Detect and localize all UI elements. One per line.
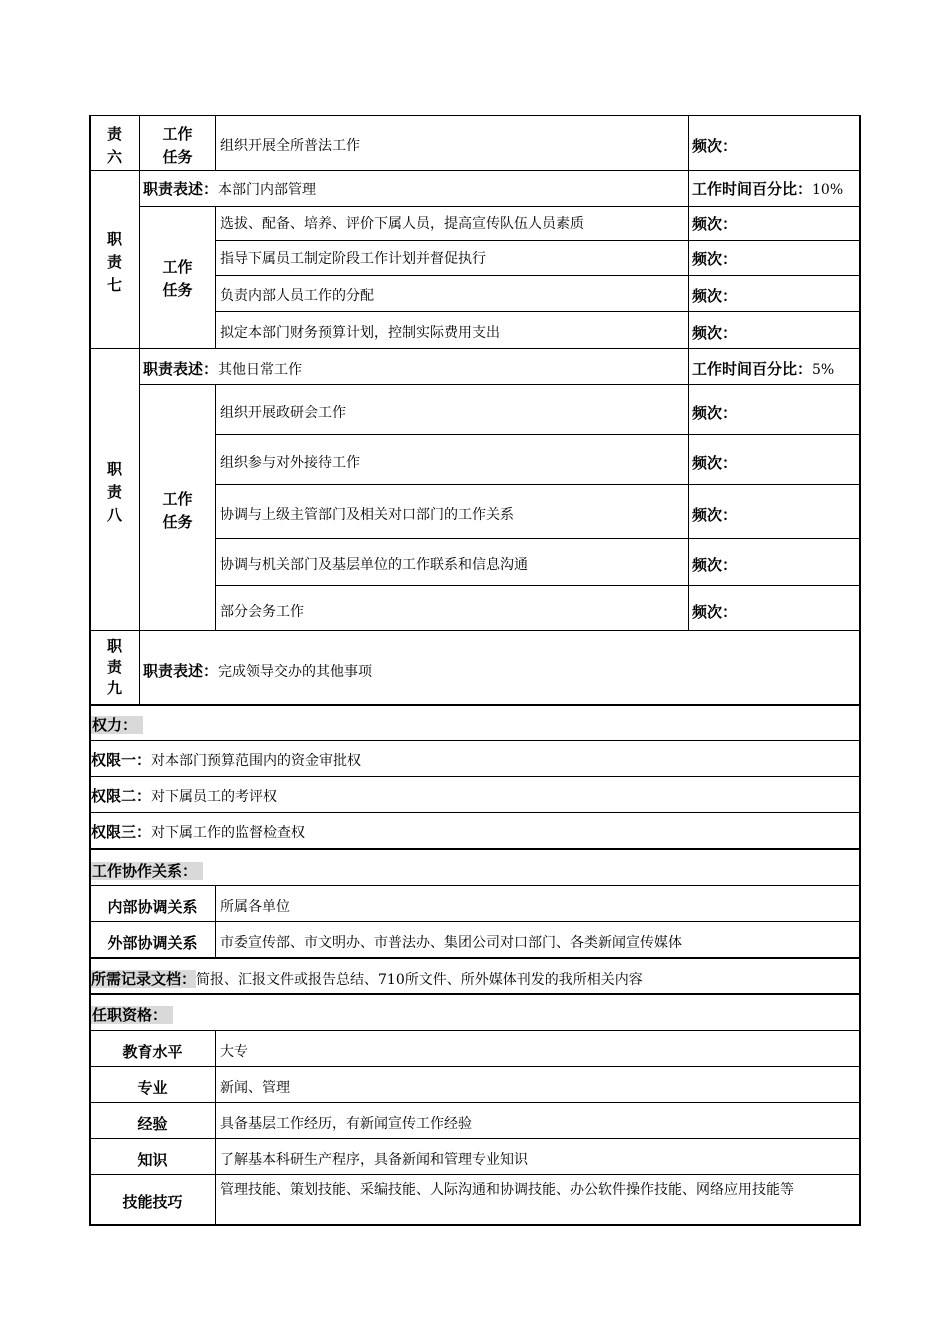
duty7-freq-0: 频次：: [692, 215, 738, 233]
duty9-desc-text: 完成领导交办的其他事项: [218, 664, 373, 680]
cooperation-internal-text: 所属各单位: [220, 899, 290, 915]
table-top-border: [89, 115, 861, 116]
authority-title: 权力：: [91, 716, 143, 734]
duty8-freq-2: 频次：: [692, 506, 738, 524]
duty8-percentage: [692, 360, 834, 379]
duty6-task-0: 组织开展全所普法工作: [220, 138, 360, 154]
duty8-task-1: 组织参与对外接待工作: [220, 455, 360, 471]
cooperation-external-text: 市委宣传部、市文明办、市普法办、集团公司对口部门、各类新闻宣传媒体: [220, 935, 682, 951]
duty6-freq-0: 频次：: [692, 137, 738, 155]
duty6-label: 责 六: [106, 125, 122, 166]
duty6-task-label: 工作 任务: [162, 125, 193, 166]
duty7-description: [143, 180, 316, 199]
authority-item-0: 权限一：对本部门预算范围内的资金审批权: [91, 751, 362, 769]
records-row: [91, 970, 643, 989]
qualification-education-text: 大专: [220, 1044, 248, 1060]
duty8-desc-text: 其他日常工作: [218, 362, 303, 378]
duty8-freq-4: 频次：: [692, 603, 738, 621]
duty8-freq-0: 频次：: [692, 404, 738, 422]
duty7-task-label: 工作 任务: [162, 258, 193, 299]
duty7-label: 职 责 七: [106, 230, 122, 294]
duty8-pct-label: 工作时间百分比：: [692, 360, 813, 378]
qualification-skills-text: 管理技能、策划技能、采编技能、人际沟通和协调技能、办公软件操作技能、网络应用技能等: [220, 1182, 794, 1198]
duty7-desc-text: 本部门内部管理: [218, 182, 317, 198]
duty7-freq-3: 频次：: [692, 324, 738, 342]
qualification-knowledge-text: 了解基本科研生产程序，具备新闻和管理专业知识: [220, 1152, 528, 1168]
duty8-freq-3: 频次：: [692, 556, 738, 574]
qualification-knowledge-label: 知识: [137, 1151, 168, 1169]
records-label: 所需记录文档：: [91, 970, 197, 988]
duty7-task-2: 负责内部人员工作的分配: [220, 288, 374, 304]
cooperation-external-label: 外部协调关系: [107, 934, 198, 952]
qualification-major-text: 新闻、管理: [220, 1080, 290, 1096]
duty7-freq-1: 频次：: [692, 250, 738, 268]
records-text: 简报、汇报文件或报告总结、710所文件、所外媒体刊发的我所相关内容: [196, 972, 643, 988]
duty7-freq-2: 频次：: [692, 287, 738, 305]
authority-item-1: 权限二：对下属员工的考评权: [91, 787, 278, 805]
duty9-label: 职 责 九: [106, 637, 122, 697]
duty7-task-0: 选拔、配备、培养、评价下属人员，提高宣传队伍人员素质: [220, 216, 584, 232]
qualification-skills-label: 技能技巧: [122, 1193, 183, 1211]
duty7-percentage: [692, 180, 843, 199]
duty8-task-3: 协调与机关部门及基层单位的工作联系和信息沟通: [220, 557, 528, 573]
duty8-task-4: 部分会务工作: [220, 604, 304, 620]
duty8-task-label: 工作 任务: [162, 490, 193, 531]
duty8-label: 职 责 八: [106, 460, 122, 524]
cooperation-title: 工作协作关系：: [91, 862, 203, 880]
cooperation-internal-label: 内部协调关系: [107, 898, 198, 916]
duty7-desc-label: 职责表述：: [143, 180, 219, 198]
qualification-experience-text: 具备基层工作经历，有新闻宣传工作经验: [220, 1116, 472, 1132]
duty7-task-1: 指导下属员工制定阶段工作计划并督促执行: [220, 251, 486, 267]
table-right-border: [859, 115, 861, 1225]
qualification-experience-label: 经验: [137, 1115, 168, 1133]
duty8-pct-value: 5%: [812, 362, 835, 378]
qualification-major-label: 专业: [137, 1079, 168, 1097]
qualification-education-label: 教育水平: [122, 1043, 183, 1061]
duty8-task-2: 协调与上级主管部门及相关对口部门的工作关系: [220, 507, 514, 523]
duty8-freq-1: 频次：: [692, 454, 738, 472]
duty8-task-0: 组织开展政研会工作: [220, 405, 346, 421]
authority-item-2: 权限三：对下属工作的监督检查权: [91, 823, 306, 841]
duty9-description: [143, 662, 372, 681]
duty9-desc-label: 职责表述：: [143, 662, 219, 680]
duty7-task-3: 拟定本部门财务预算计划，控制实际费用支出: [220, 325, 500, 341]
duty8-description: [143, 360, 302, 379]
duty8-desc-label: 职责表述：: [143, 360, 219, 378]
duty7-pct-value: 10%: [812, 182, 844, 198]
qualification-title: 任职资格：: [91, 1006, 173, 1024]
duty7-pct-label: 工作时间百分比：: [692, 180, 813, 198]
